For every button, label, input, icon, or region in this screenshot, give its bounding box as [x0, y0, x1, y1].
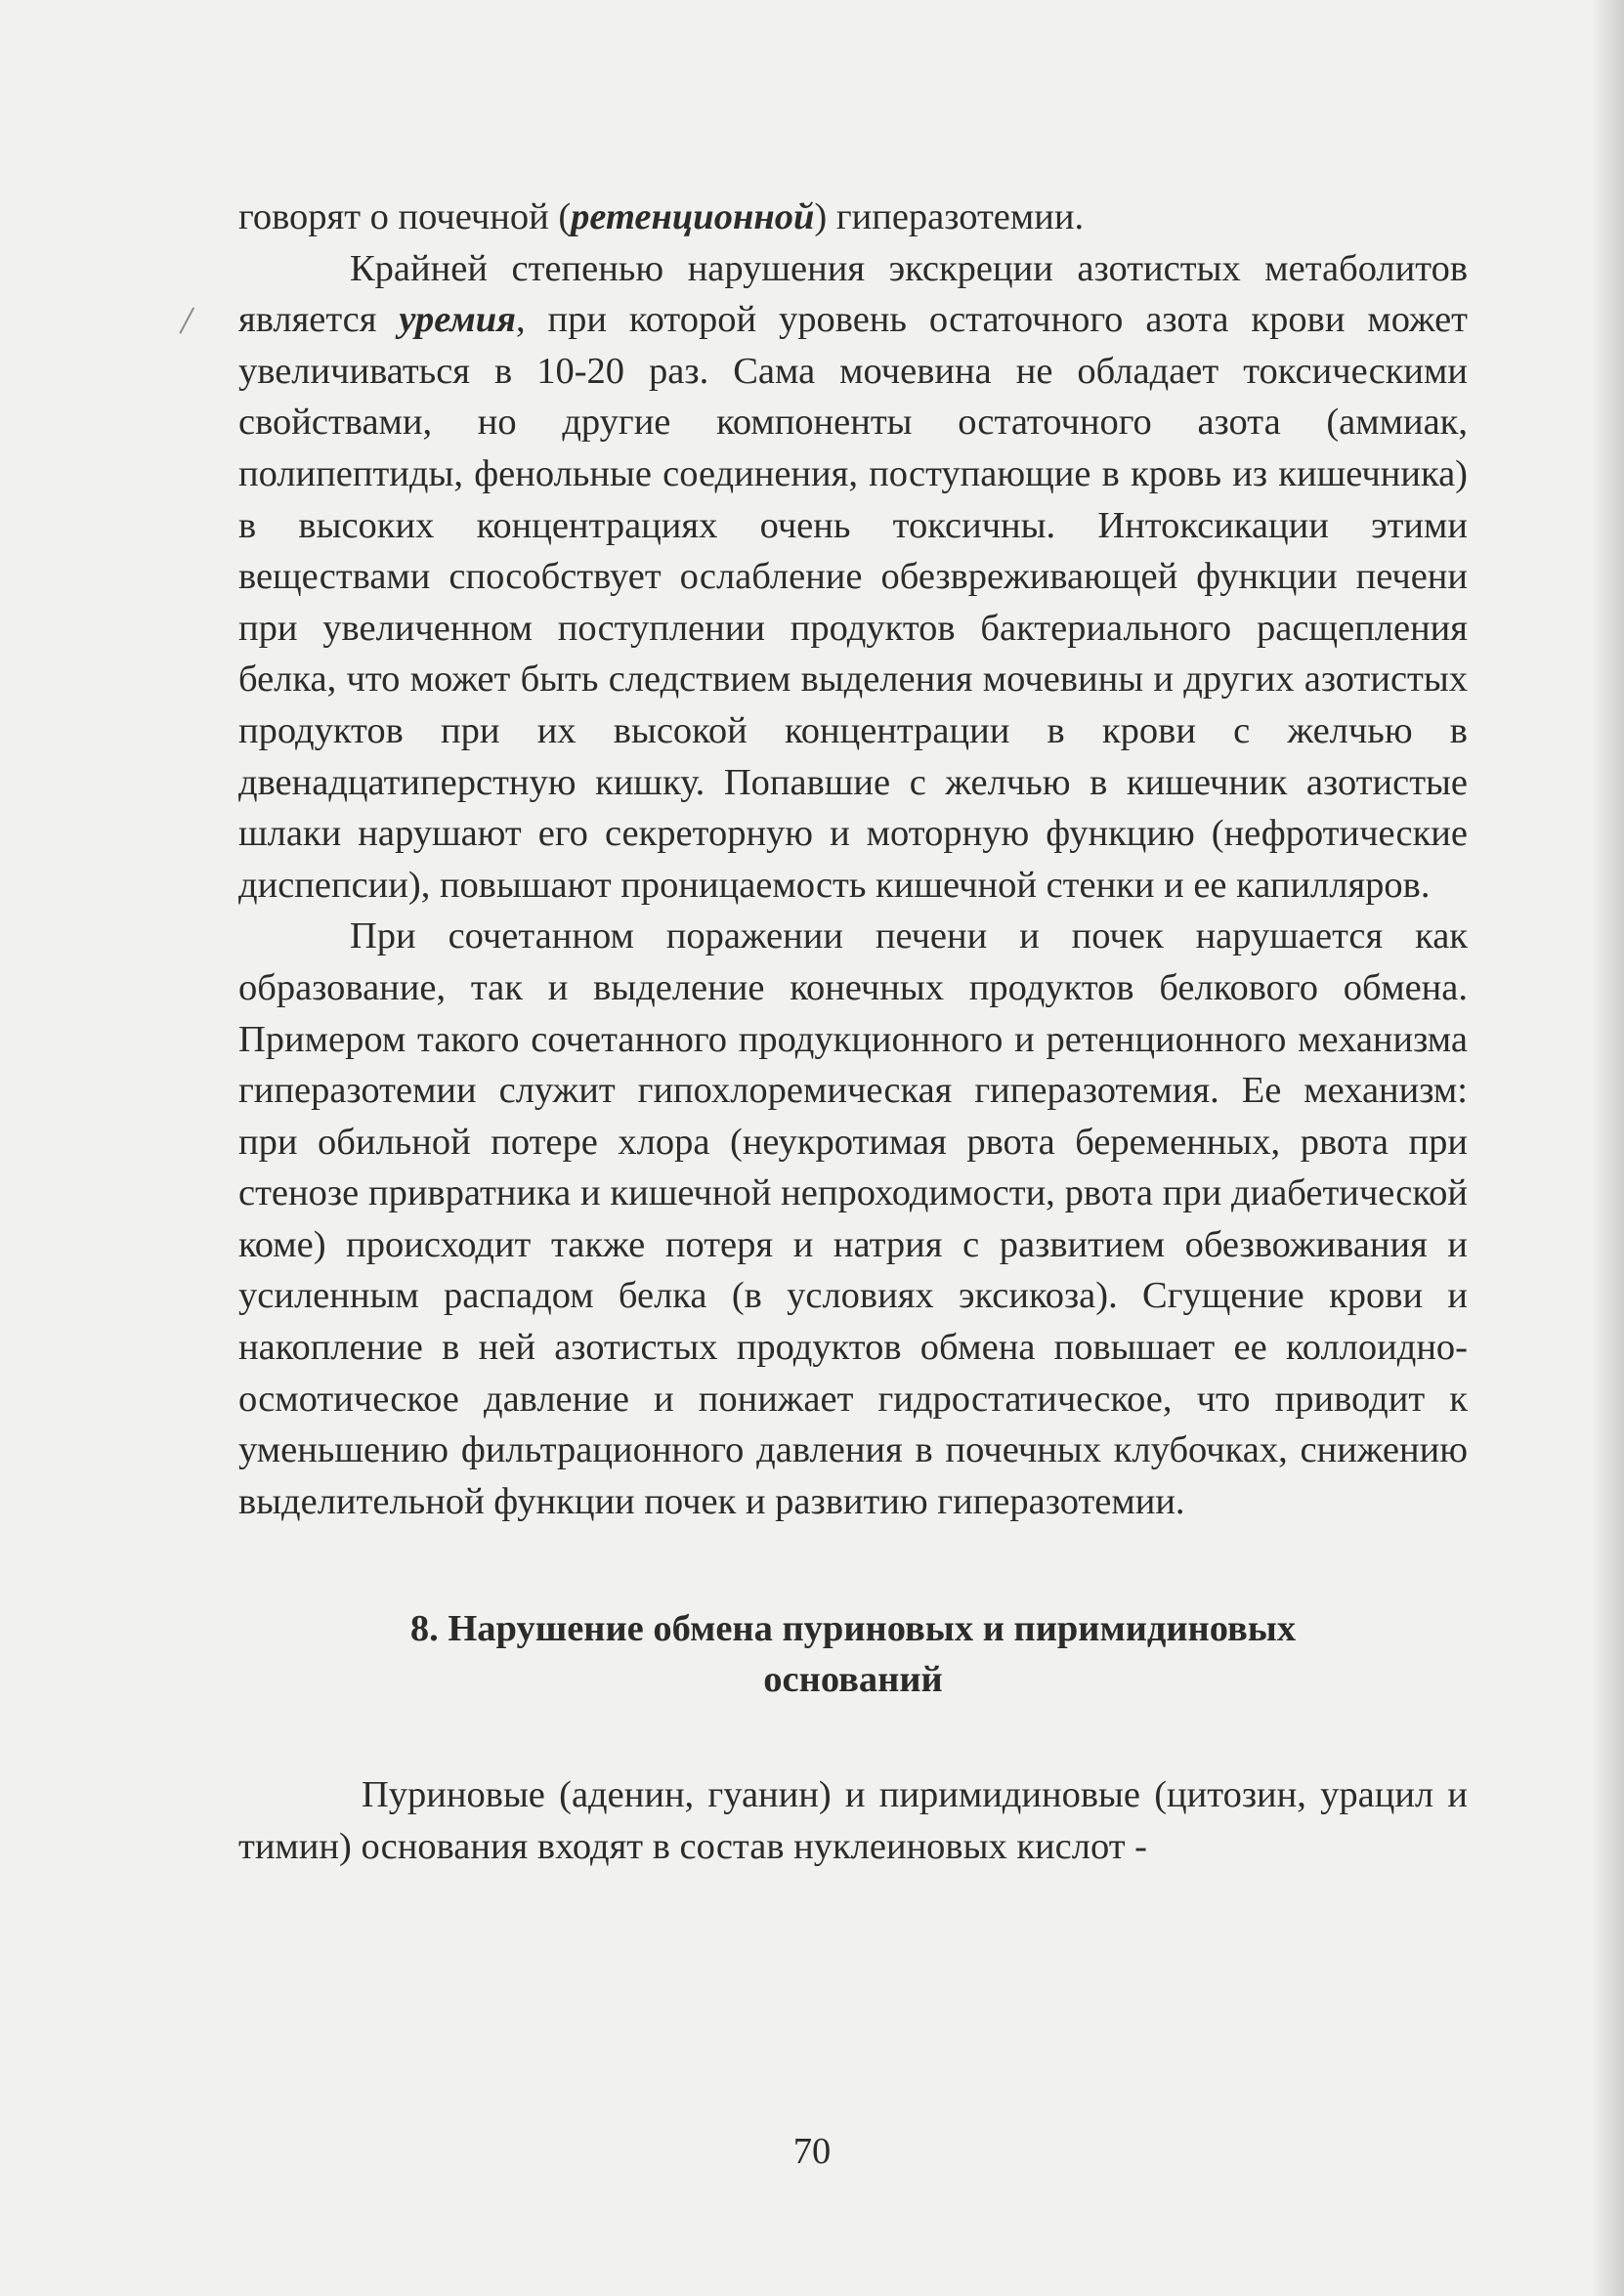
paragraph-4: [238, 1769, 1468, 1872]
text-segment: При сочетанном поражении печени и почек нарушается как образование, так и выделение конечных продуктов белкового обмена. Примером такого сочетанного продукционного и ретенционного механизма гиперазотемии служит гипохлоремическая гиперазотемия. Ее механизм: при обильной потере хлора (неукротимая рвота беременных, рвота при стенозе привратника и кишечной непроходимости, рвота при диабетической коме) происходит также потеря и натрия с развитием обезвоживания и усиленным распадом белка (в условиях эксикоза). Сгущение крови и накопление в ней азотистых продуктов обмена повышает ее коллоидно-осмотическое давление и понижает гидростатическое, что приводит к уменьшению фильтрационного давления в почечных клубочках, снижению выделительной функции почек и развитию гиперазотемии.: [238, 915, 1468, 1522]
text-segment: Крайней степенью нарушения экскреции азотистых метаболитов является: [238, 247, 1468, 341]
page-edge-shadow: [1591, 0, 1624, 2296]
paragraph-1: [238, 191, 1468, 243]
section-heading-line-2: оснований: [763, 1659, 943, 1701]
page-body: [238, 191, 1468, 1873]
paragraph-3: [238, 911, 1468, 1527]
emphasized-term-uremia: уремия: [399, 299, 516, 341]
emphasized-term-retention: ретенционной: [571, 196, 815, 237]
margin-pencil-mark: [179, 307, 197, 335]
paragraph-2: [238, 243, 1468, 912]
section-heading: [238, 1603, 1468, 1705]
section-heading-line-1: 8. Нарушение обмена пуриновых и пиримидиновых: [409, 1608, 1297, 1650]
text-segment: , при которой уровень остаточного азота крови может увеличиваться в 10-20 раз. Сама мочевина не обладает токсическими свойствами, но другие компоненты остаточного азота (аммиак, полипептиды, фенольные соединения, поступающие в кровь из кишечника) в высоких концентрациях очень токсичны. Интоксикации этими веществами способствует ослабление обезвреживающей функции печени при увеличенном поступлении продуктов бактериального расщепления белка, что может быть следствием выделения мочевины и других азотистых продуктов при их высокой концентрации в крови с желчью в двенадцатиперстную кишку. Попавшие с желчью в кишечник азотистые шлаки нарушают его секреторную и моторную функцию (нефротические диспепсии), повышают проницаемость кишечной стенки и ее капилляров.: [238, 299, 1468, 906]
text-segment: Пуриновые (аденин, гуанин) и пиримидиновые (цитозин, урацил и тимин) основания входят в состав нуклеиновых кислот -: [238, 1774, 1468, 1868]
page-number: 70: [792, 2131, 832, 2172]
text-segment: ) гиперазотемии.: [814, 196, 1085, 237]
text-segment: говорят о почечной (: [238, 196, 572, 237]
